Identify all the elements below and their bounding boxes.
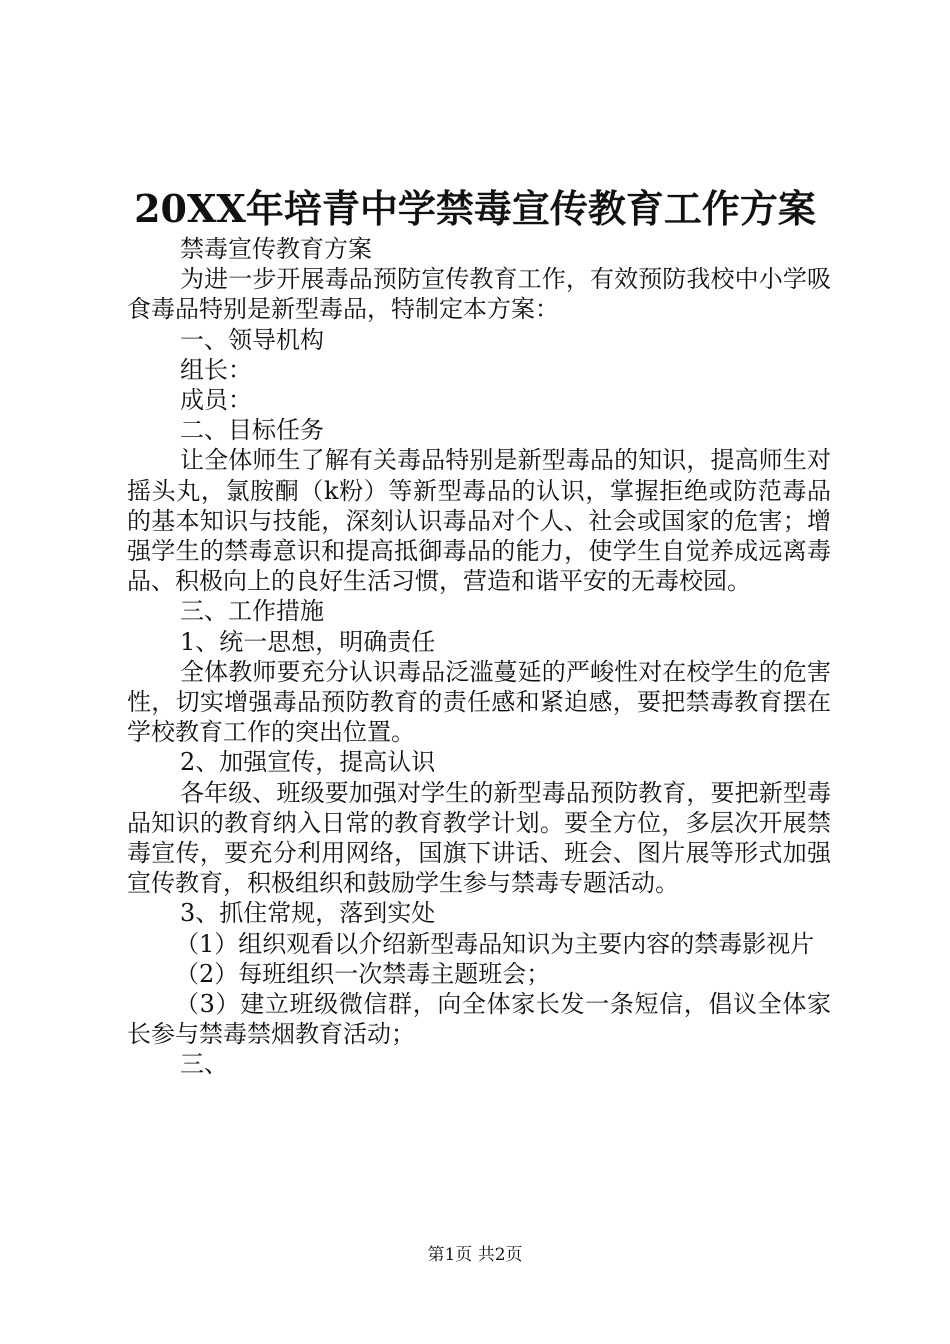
paragraph-members: 成员： [180,386,252,415]
heading-measures: 三、工作措施 [180,597,324,626]
subheading-measure-1: 1、统一思想，明确责任 [180,627,436,656]
list-item-2: （2）每班组织一次禁毒主题班会； [175,959,551,988]
paragraph-measure-2: 各年级、班级要加强对学生的新型毒品预防教育，要把新型毒品知识的教育纳入日常的教育教学计划。要全方位，多层次开展禁毒宣传，要充分利用网络，国旗下讲话、班会、图片展等形式加强宣传教育，积极组织和鼓励学生参与禁毒专题活动。 [127,778,831,898]
heading-leadership: 一、领导机构 [180,325,324,354]
subheading-measure-2: 2、加强宣传，提高认识 [180,748,436,777]
paragraph-intro: 为进一步开展毒品预防宣传教育工作，有效预防我校中小学吸食毒品特别是新型毒品，特制定本方案： [127,265,831,324]
list-item-3: （3）建立班级微信群，向全体家长发一条短信，倡议全体家长参与禁毒禁烟教育活动； [127,990,831,1049]
paragraph-leader: 组长： [180,355,252,384]
paragraph-trailing-heading: 三、 [180,1050,228,1079]
paragraph-goals: 让全体师生了解有关毒品特别是新型毒品的知识，提高师生对摇头丸，氯胺酮（k粉）等新型毒品的认识，掌握拒绝或防范毒品的基本知识与技能，深刻认识毒品对个人、社会或国家的危害；增强学生的禁毒意识和提高抵御毒品的能力，使学生自觉养成远离毒品、积极向上的良好生活习惯，营造和谐平安的无毒校园。 [127,446,831,596]
page-footer: 第1页 共2页 [427,1245,523,1265]
paragraph-measure-1: 全体教师要充分认识毒品泛滥蔓延的严峻性对在校学生的危害性，切实增强毒品预防教育的责任感和紧迫感，要把禁毒教育摆在学校教育工作的突出位置。 [127,657,831,747]
subheading-measure-3: 3、抓住常规，落到实处 [180,899,436,928]
list-item-1: （1）组织观看以介绍新型毒品知识为主要内容的禁毒影视片 [175,929,815,958]
document-body [127,234,831,1080]
document-title: 20XX年培青中学禁毒宣传教育工作方案 [134,186,816,231]
paragraph-subtitle: 禁毒宣传教育方案 [180,235,372,263]
heading-goals: 二、目标任务 [180,416,324,445]
